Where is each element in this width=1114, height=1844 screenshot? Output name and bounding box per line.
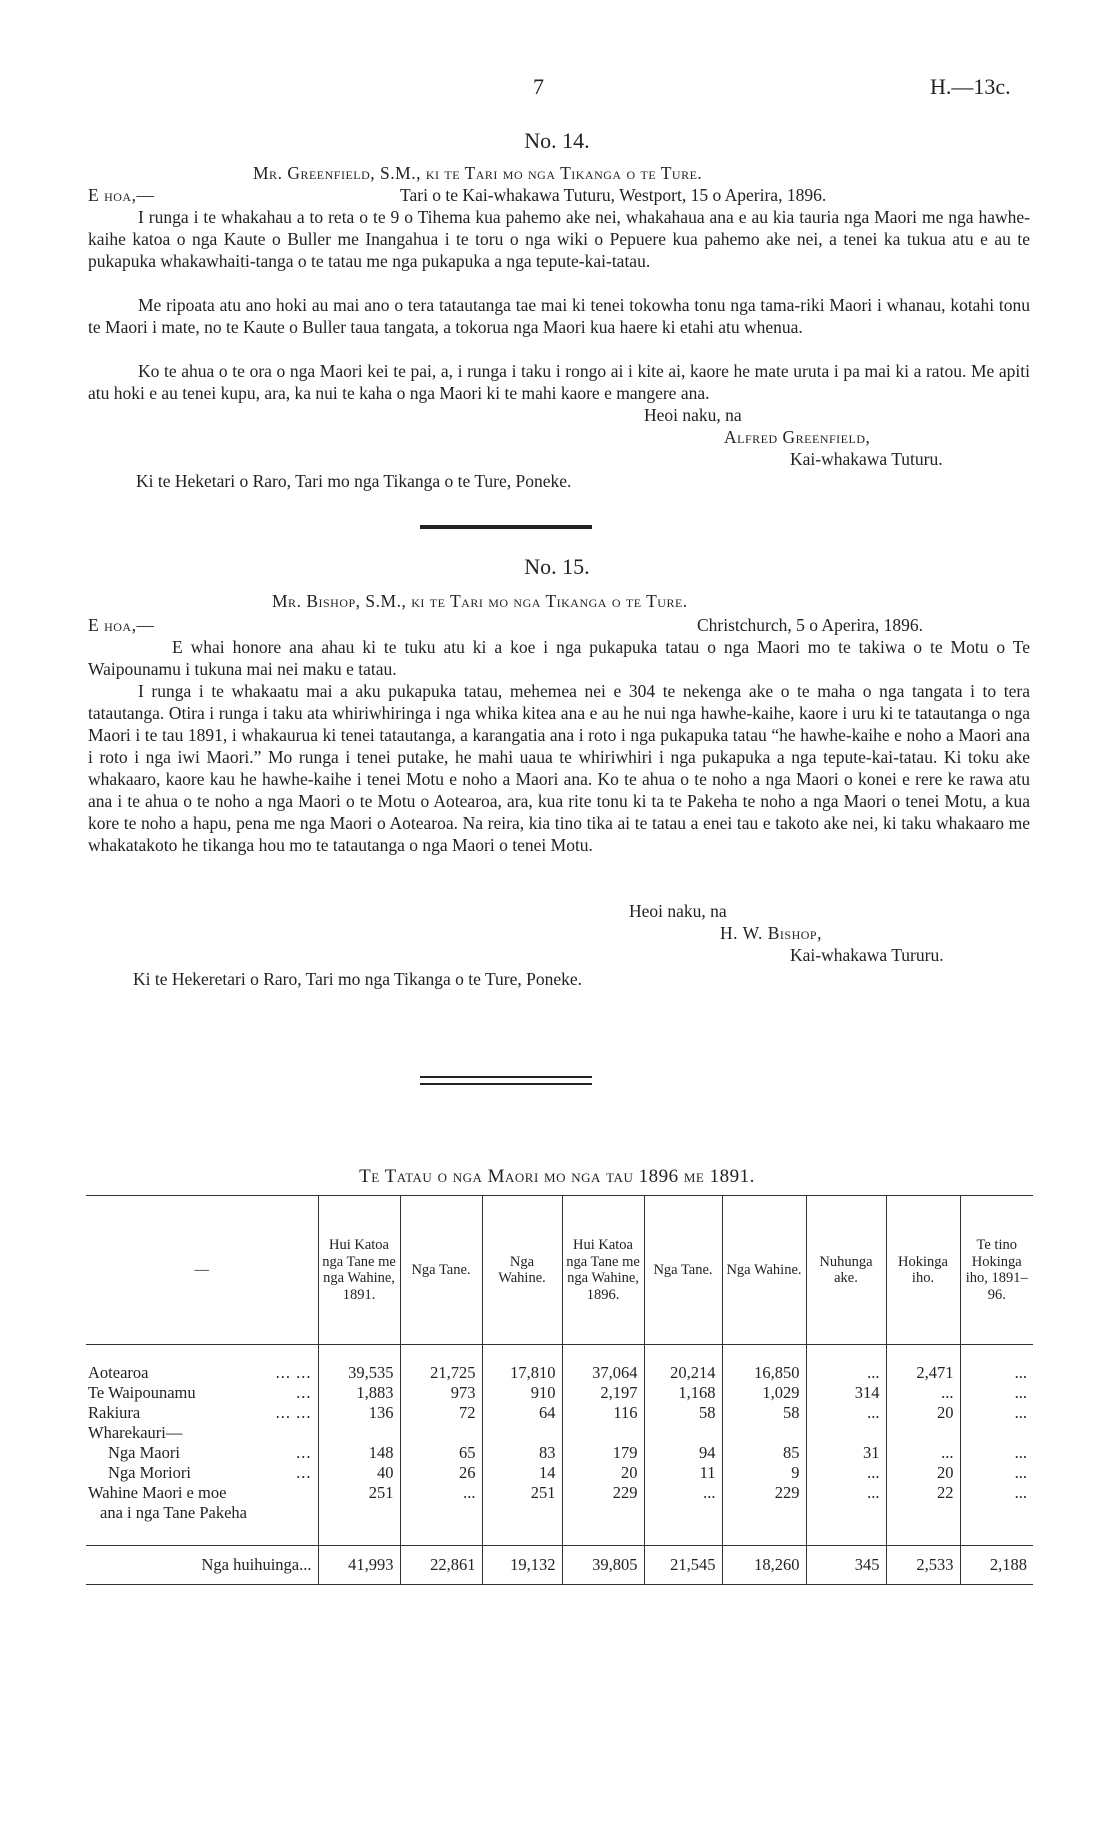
letter-15-subheading: Mr. Bishop, S.M., ki te Tari mo nga Tikanga o te Ture. [272, 591, 688, 611]
table-cell: 251 [318, 1483, 400, 1523]
table-cell: 973 [400, 1383, 482, 1403]
table-cell: 31 [806, 1443, 886, 1463]
total-cell: 2,533 [886, 1546, 960, 1585]
table-cell: ... [400, 1483, 482, 1523]
letter-14-paragraph-2: Me ripoata atu ano hoki au mai ano o tera tatautanga tae mai ki tenei tokowha tonu nga tama-riki Maori i whanau, kotahi tonu te Maori i mate, no te Kaute o Buller taua tangata, a tokorua nga Maori kua haere ki etahi atu whenua. [88, 295, 1030, 337]
table-cell: 229 [722, 1483, 806, 1523]
letter-14-origin: Tari o te Kai-whakawa Tuturu, Westport, 15 o Aperira, 1896. [400, 185, 827, 205]
letter-14-heading: No. 14. [524, 128, 590, 153]
row-label: Nga Moriori ... [108, 1463, 312, 1482]
letter-15-heading: No. 15. [524, 554, 590, 579]
table-cell: ... [960, 1463, 1033, 1483]
letter-14-signature-title: Kai-whakawa Tuturu. [790, 449, 943, 469]
letter-15-closing: Heoi naku, na [625, 900, 727, 922]
table-cell: 910 [482, 1383, 562, 1403]
table-cell [806, 1423, 886, 1443]
table-cell: 9 [722, 1463, 806, 1483]
letter-14-paragraph-3: Ko te ahua o te ora o nga Maori kei te pai, a, i runga i taku i rongo ai i kite ai, kaore he mate uruta i pa mai ki a ratou. Me apiti atu hoki e au tenei kupu, ara, ka nui te kaha o nga Maori ki te mahi kaore e mangere ana. [88, 361, 1030, 403]
table-cell: 11 [644, 1463, 722, 1483]
table-row [86, 1443, 1033, 1463]
table-cell: ... [806, 1463, 886, 1483]
table-cell: 2,471 [886, 1363, 960, 1383]
table-cell: 20 [562, 1463, 644, 1483]
table-cell: 136 [318, 1403, 400, 1423]
table-cell: 14 [482, 1463, 562, 1483]
table-cell: 20 [886, 1463, 960, 1483]
table-cell: 40 [318, 1463, 400, 1483]
table-cell [318, 1423, 400, 1443]
table-cell: ... [886, 1383, 960, 1403]
column-header: Hui Katoa nga Tane me nga Wahine, 1896. [562, 1196, 644, 1345]
column-header: Nga Tane. [644, 1196, 722, 1345]
document-reference: H.—13c. [930, 74, 1011, 99]
table-cell: 39,535 [318, 1363, 400, 1383]
letter-15-paragraph-2: I runga i te whakaatu mai a aku pukapuka tatau, mehemea nei e 304 te nekenga ake o te maha o nga tangata i to tera tatautanga. Otira i runga i taku ata whiriwhiringa i nga whika kitea ana e au he nui nga hawhe-kaihe, kaore i uru ki te tatautanga o nga Maori i te tau 1891, i whakaurua ki tenei tatautanga, a karangatia ana i roto i nga pukapuka tatau “he hawhe-kaihe e noho a Maori ana i roto i nga iwi Maori.” Mo runga i tenei putake, he mahi uaua te whiriwhiri i nga pukapuka a nga tepute-kai-tatau. Ki toku ake whakaaro, kaore kau he hawhe-kaihe i tenei Motu e noho a Maori ana. Ko te ahua o te noho a nga Maori o konei e rere ke rawa atu ana i te ahua o te noho a nga Maori o te Motu o Aotearoa, ara, kua rite tonu ki ta te Pakeha te noho a nga Maori o tenei Motu, a kua kore te noho a hapu, pena me nga Maori o Aotearoa. Na reira, kia tino tika ai te tatau a enei tau e takoto ake nei, ki taku whakaaro me whakatakoto he tikanga hou mo te tatautanga o nga Maori o tenei Motu. [88, 681, 1030, 855]
total-label: Nga huihuinga... [86, 1546, 318, 1585]
double-rule-bottom [420, 1083, 592, 1085]
letter-14-addressee: Ki te Heketari o Raro, Tari mo nga Tikanga o te Ture, Poneke. [136, 471, 572, 491]
table-cell [960, 1423, 1033, 1443]
table-cell: ... [806, 1483, 886, 1523]
table-cell: ... [960, 1363, 1033, 1383]
table-cell: 1,168 [644, 1383, 722, 1403]
table-cell: 58 [722, 1403, 806, 1423]
table-header-row [86, 1196, 1033, 1345]
table-row [86, 1403, 1033, 1423]
table-cell: 229 [562, 1483, 644, 1523]
letter-15-paragraph-1: E whai honore ana ahau ki te tuku atu ki a koe i nga pukapuka tatau o nga Maori mo te takiwa o te Motu o Te Waipounamu i tukuna mai nei maku e tatau. [88, 637, 1030, 679]
total-cell: 41,993 [318, 1546, 400, 1585]
table-total-row [86, 1546, 1033, 1585]
row-label: Te Waipounamu ... [88, 1383, 312, 1402]
section-divider [420, 525, 592, 529]
total-cell: 2,188 [960, 1546, 1033, 1585]
table-cell: 83 [482, 1443, 562, 1463]
table-cell: 94 [644, 1443, 722, 1463]
table-cell: 251 [482, 1483, 562, 1523]
letter-14-subheading: Mr. Greenfield, S.M., ki te Tari mo nga Tikanga o te Ture. [253, 163, 703, 183]
letter-15-origin: Christchurch, 5 o Aperira, 1896. [697, 615, 923, 635]
letter-15-salutation: E hoa,— [88, 615, 155, 635]
table-cell: ... [960, 1383, 1033, 1403]
table-cell: 2,197 [562, 1383, 644, 1403]
total-cell: 39,805 [562, 1546, 644, 1585]
table-cell: 116 [562, 1403, 644, 1423]
row-label: Aotearoa ... ... [88, 1363, 312, 1382]
total-cell: 18,260 [722, 1546, 806, 1585]
table-row [86, 1423, 1033, 1443]
double-rule-top [420, 1076, 592, 1078]
stub-header: — [194, 1261, 209, 1278]
row-label: Wahine Maori e moe ana i nga Tane Pakeha [88, 1483, 247, 1522]
table-cell: 17,810 [482, 1363, 562, 1383]
table-cell: 21,725 [400, 1363, 482, 1383]
table-cell: ... [960, 1443, 1033, 1463]
column-header: Te tino Hokinga iho, 1891–96. [960, 1196, 1033, 1345]
table-cell [644, 1423, 722, 1443]
total-cell: 21,545 [644, 1546, 722, 1585]
table-cell: ... [806, 1403, 886, 1423]
table-cell: 20,214 [644, 1363, 722, 1383]
table-cell: 58 [644, 1403, 722, 1423]
table-cell: 1,029 [722, 1383, 806, 1403]
table-cell: 1,883 [318, 1383, 400, 1403]
row-label: Nga Maori ... [108, 1443, 312, 1462]
letter-14-signature-name: Alfred Greenfield, [724, 427, 871, 447]
table-cell: 26 [400, 1463, 482, 1483]
table-cell: ... [960, 1403, 1033, 1423]
row-label: Wharekauri— [88, 1423, 183, 1442]
table-row [86, 1363, 1033, 1383]
table-cell: 72 [400, 1403, 482, 1423]
table-cell: ... [806, 1363, 886, 1383]
total-cell: 22,861 [400, 1546, 482, 1585]
table-cell [722, 1423, 806, 1443]
table-cell: 85 [722, 1443, 806, 1463]
table-cell: ... [644, 1483, 722, 1523]
table-cell: 148 [318, 1443, 400, 1463]
table-row [86, 1383, 1033, 1403]
table-cell: 65 [400, 1443, 482, 1463]
table-cell [400, 1423, 482, 1443]
letter-14-paragraph-1: I runga i te whakahau a to reta o te 9 o Tihema kua pahemo ake nei, whakahaua ana e au kia tauria nga Maori me nga hawhe-kaihe katoa o nga Kaute o Buller me Inangahua i te toru o nga wiki o Pepuere kua pahemo ake nei, a tenei ka tukua atu e au te pukapuka whakawhaiti-tanga o te tatau me nga pukapuka a nga tepute-kai-tatau. [88, 207, 1030, 271]
table-cell: ... [960, 1483, 1033, 1523]
table-cell: 64 [482, 1403, 562, 1423]
column-header: Nuhunga ake. [806, 1196, 886, 1345]
column-header: Hui Katoa nga Tane me nga Wahine, 1891. [318, 1196, 400, 1345]
table-cell: 179 [562, 1443, 644, 1463]
table-row [86, 1483, 1033, 1523]
table-cell: 314 [806, 1383, 886, 1403]
table-row [86, 1463, 1033, 1483]
page-number: 7 [533, 74, 544, 99]
column-header: Nga Wahine. [482, 1196, 562, 1345]
row-label: Rakiura ... ... [88, 1403, 312, 1422]
table-cell: 20 [886, 1403, 960, 1423]
table-cell: 37,064 [562, 1363, 644, 1383]
total-cell: 19,132 [482, 1546, 562, 1585]
letter-14-salutation: E hoa,— [88, 185, 155, 205]
census-table [86, 1195, 1033, 1585]
table-cell [886, 1423, 960, 1443]
table-title: Te Tatau o nga Maori mo nga tau 1896 me 1891. [359, 1166, 755, 1187]
table-cell [482, 1423, 562, 1443]
table-cell: 22 [886, 1483, 960, 1523]
total-cell: 345 [806, 1546, 886, 1585]
column-header: Hokinga iho. [886, 1196, 960, 1345]
column-header: Nga Tane. [400, 1196, 482, 1345]
letter-15-signature-name: H. W. Bishop, [720, 923, 822, 943]
column-header: Nga Wahine. [722, 1196, 806, 1345]
letter-14-closing: Heoi naku, na [640, 404, 742, 426]
letter-15-addressee: Ki te Hekeretari o Raro, Tari mo nga Tikanga o te Ture, Poneke. [133, 969, 583, 989]
table-cell [562, 1423, 644, 1443]
table-cell: 16,850 [722, 1363, 806, 1383]
table-cell: ... [886, 1443, 960, 1463]
letter-15-signature-title: Kai-whakawa Tururu. [790, 945, 944, 965]
